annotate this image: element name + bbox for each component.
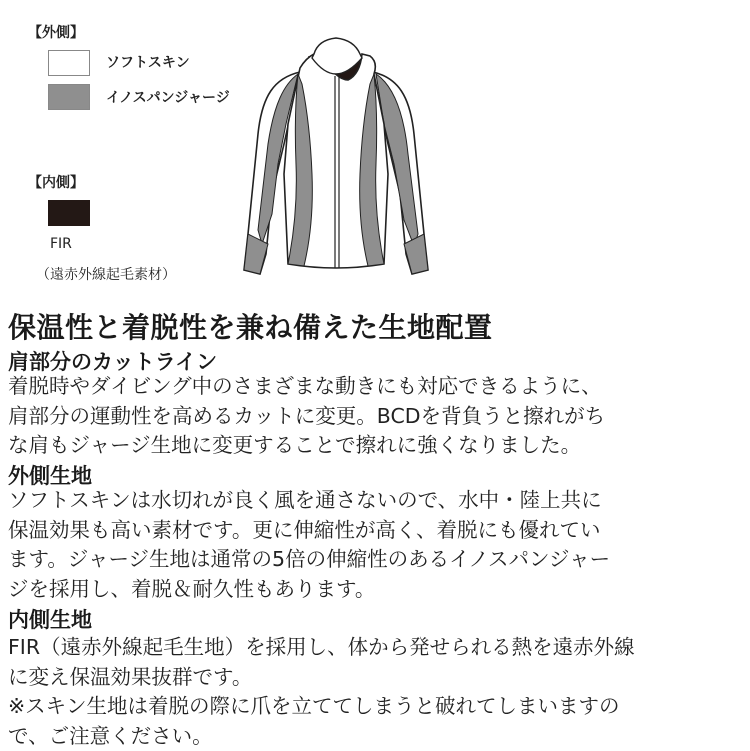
body-line: に変え保温効果抜群です。 <box>8 663 744 693</box>
body-line: ※スキン生地は着脱の際に爪を立ててしまうと破れてしまいますの <box>8 692 744 722</box>
body-line: 保温効果も高い素材です。更に伸縮性が高く、着脱にも優れてい <box>8 516 744 546</box>
section-heading-inner-fabric: 内側生地 <box>8 604 92 634</box>
body-line: ます。ジャージ生地は通常の5倍の伸縮性のあるイノスパンジャー <box>8 545 744 575</box>
swatch-soft-skin <box>48 50 90 76</box>
section-heading-outer-fabric: 外側生地 <box>8 460 92 490</box>
body-line: 肩部分の運動性を高めるカットに変更。BCDを背負うと擦れがち <box>8 402 744 432</box>
body-line: ジを採用し、着脱＆耐久性もあります。 <box>8 575 744 605</box>
swatch-label-fir: FIR <box>50 236 72 252</box>
body-line: な肩もジャージ生地に変更することで擦れに強くなりました。 <box>8 431 744 461</box>
section-heading-shoulder: 肩部分のカットライン <box>8 346 217 376</box>
inner-legend-title: 【内側】 <box>28 172 84 192</box>
swatch-inospan-jersey <box>48 84 90 110</box>
page-title: 保温性と着脱性を兼ね備えた生地配置 <box>8 306 493 346</box>
body-line: 着脱時やダイビング中のさまざまな動きにも対応できるように、 <box>8 372 744 402</box>
swatch-fir <box>48 200 90 226</box>
body-line: ソフトスキンは水切れが良く風を通さないので、水中・陸上共に <box>8 486 744 516</box>
outer-legend-title: 【外側】 <box>28 22 84 42</box>
body-line: FIR（遠赤外線起毛生地）を採用し、体から発せられる熱を遠赤外線 <box>8 633 744 663</box>
swatch-label-soft-skin: ソフトスキン <box>106 52 190 72</box>
swatch-sublabel-fir: （遠赤外線起毛素材） <box>36 264 176 284</box>
jacket-icon <box>228 34 444 284</box>
swatch-label-inospan-jersey: イノスパンジャージ <box>106 87 230 107</box>
section-body-shoulder <box>8 372 744 461</box>
section-body-inner-fabric <box>8 633 744 751</box>
section-body-outer-fabric <box>8 486 744 604</box>
body-line: で、ご注意ください。 <box>8 722 744 751</box>
